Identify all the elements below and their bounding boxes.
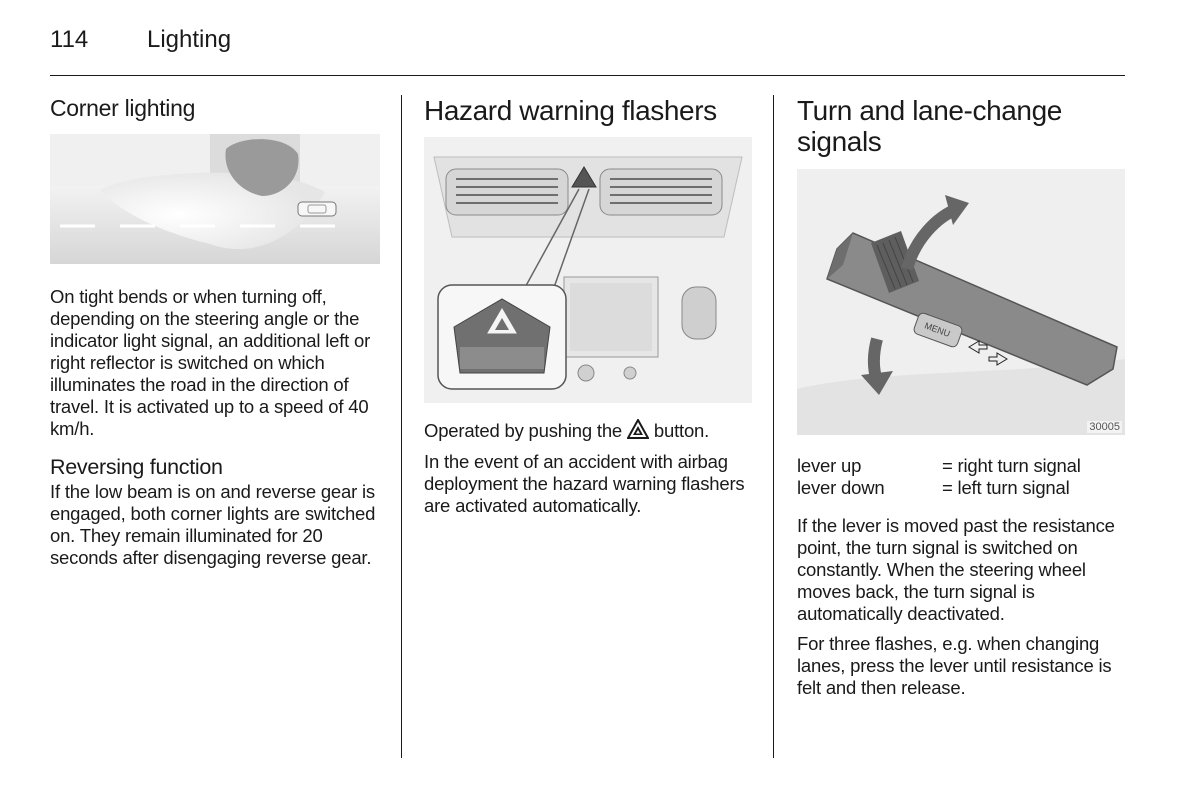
figure-code: 30005 xyxy=(1089,421,1120,433)
definition-row: lever up = right turn signal xyxy=(797,455,1081,476)
column-divider-1 xyxy=(401,95,402,758)
corner-lighting-illustration xyxy=(50,134,380,264)
hazard-warning-column xyxy=(424,95,754,517)
corner-lighting-column xyxy=(50,95,382,569)
hazard-button-illustration xyxy=(424,137,752,403)
corner-lighting-text: On tight bends or when turning off, depending on the steering angle or the indicator light signal, an additional left or right reflector is switched on which illuminates the road in the direction of travel. It is activated up to a speed of 40 km/h. xyxy=(50,286,371,439)
lever-definitions xyxy=(797,455,1127,499)
hazard-airbag-text: In the event of an accident with airbag deployment the hazard warning flashers are activated automatically. xyxy=(424,451,745,516)
three-flashes-text: For three flashes, e.g. when changing lanes, press the lever until resistance is felt and then release. xyxy=(797,633,1112,698)
chapter-title: Lighting xyxy=(147,26,232,53)
resistance-point-text: If the lever is moved past the resistance point, the turn signal is switched on constantly. When the steering wheel moves back, the turn signal is automatically deactivated. xyxy=(797,515,1115,624)
turn-signals-column xyxy=(797,95,1127,699)
hazard-triangle-icon xyxy=(627,419,649,439)
menu-button-label: MENU xyxy=(923,320,952,339)
corner-lighting-title: Corner lighting xyxy=(50,95,196,121)
reversing-function-text: If the low beam is on and reverse gear is engaged, both corner lights are switched on. They remain illuminated for 20 seconds after disengaging reverse gear. xyxy=(50,481,376,568)
header-rule xyxy=(50,75,1125,76)
column-divider-2 xyxy=(773,95,774,758)
turn-signals-title: Turn and lane-change signals xyxy=(797,95,1062,157)
turn-signal-lever-illustration xyxy=(797,169,1125,435)
reversing-function-title: Reversing function xyxy=(50,455,223,479)
hazard-warning-title: Hazard warning flashers xyxy=(424,95,717,126)
page-number: 114 xyxy=(50,26,89,53)
hazard-operation-text: Operated by pushing the button. xyxy=(424,420,710,441)
definition-row: lever down = left turn signal xyxy=(797,477,1070,498)
